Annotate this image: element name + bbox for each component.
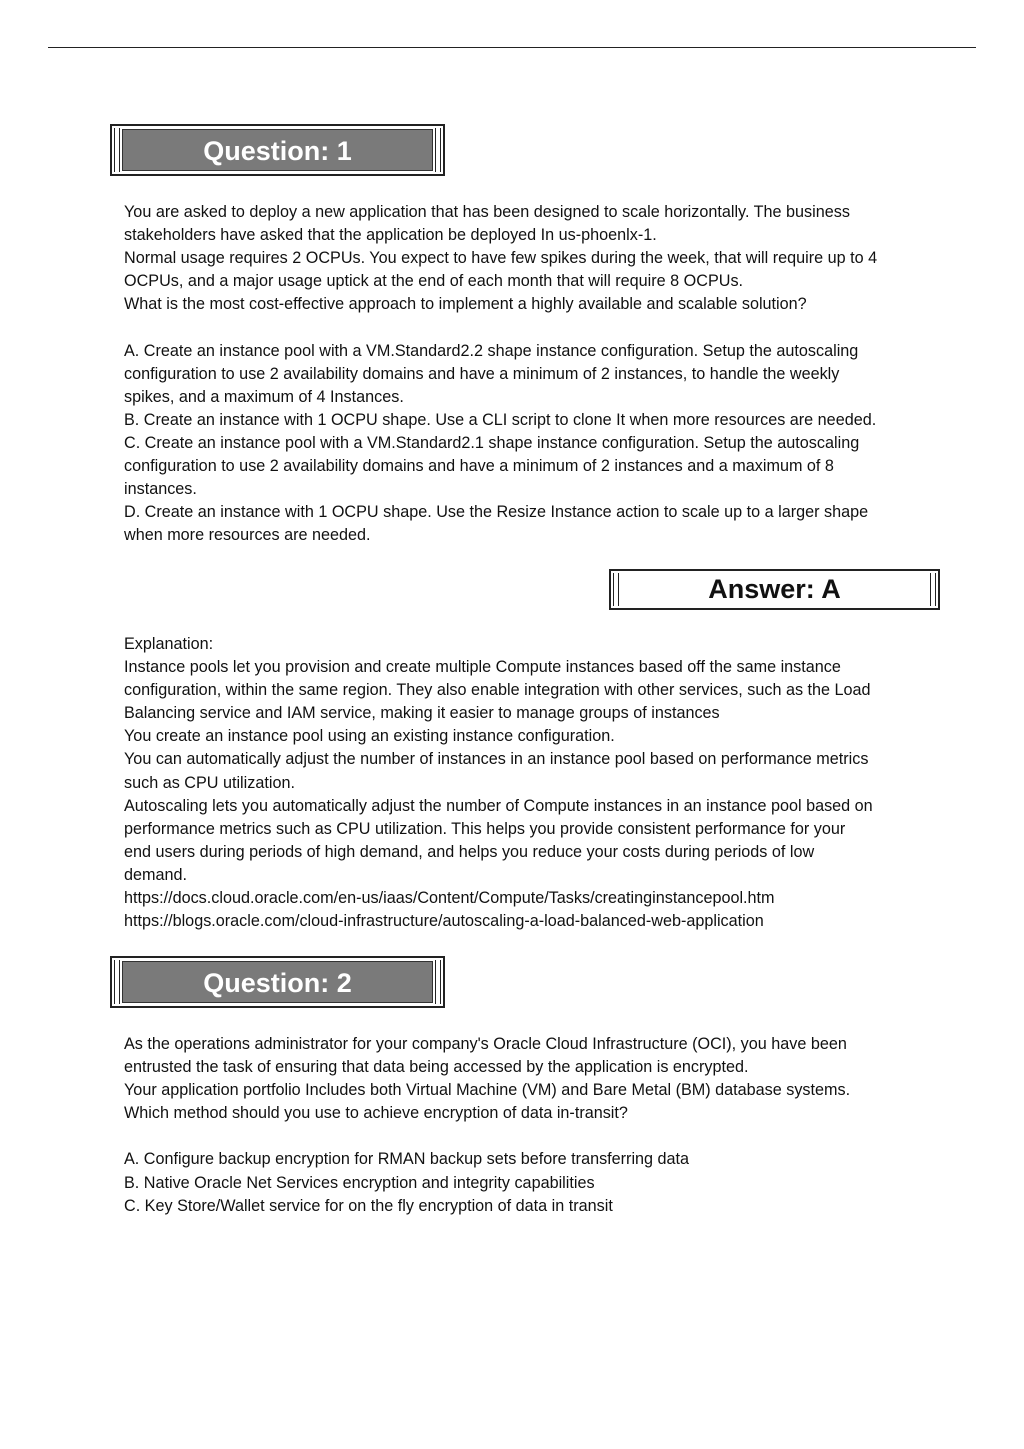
reference-link[interactable]: https://blogs.oracle.com/cloud-infrastructure/autoscaling-a-load-balanced-web-application xyxy=(124,912,764,931)
reference-link[interactable]: https://docs.cloud.oracle.com/en-us/iaas/Content/Compute/Tasks/creatinginstancepool.htm xyxy=(124,889,775,908)
q2-stem-line: Your application portfolio Includes both Virtual Machine (VM) and Bare Metal (BM) database systems. xyxy=(124,1081,851,1100)
q1-stem-line: stakeholders have asked that the application be deployed In us-phoenlx-1. xyxy=(124,226,657,245)
q1-option-line: instances. xyxy=(124,480,197,499)
header-rule xyxy=(48,47,976,48)
explanation-line: You create an instance pool using an existing instance configuration. xyxy=(124,727,615,746)
q2-stem-line: As the operations administrator for your company's Oracle Cloud Infrastructure (OCI), you have been xyxy=(124,1035,847,1053)
answer-label: Answer: A xyxy=(708,574,841,604)
header-right-bar xyxy=(435,960,441,1004)
explanation-line: such as CPU utilization. xyxy=(124,773,295,792)
explanation xyxy=(124,633,944,933)
question-1-title: Question: 1 xyxy=(122,129,433,171)
header-left-bar xyxy=(114,128,120,172)
header-left-bar xyxy=(114,960,120,1004)
question-1-body xyxy=(124,201,944,547)
question-2-header xyxy=(110,956,445,1008)
explanation-line: Explanation: xyxy=(124,635,214,653)
q1-option-line: configuration to use 2 availability domains and have a minimum of 2 instances, to handle the weekly xyxy=(124,364,840,383)
q1-option-line: B. Create an instance with 1 OCPU shape. Use a CLI script to clone It when more resources are needed. xyxy=(124,410,877,429)
header-right-bar xyxy=(435,128,441,172)
q2-option-line: C. Key Store/Wallet service for on the fly encryption of data in transit xyxy=(124,1196,613,1215)
explanation-line: Autoscaling lets you automatically adjust the number of Compute instances in an instance pool based on xyxy=(124,796,873,815)
q1-stem-line: Normal usage requires 2 OCPUs. You expect to have few spikes during the week, that will require up to 4 xyxy=(124,249,878,268)
q1-option-line: D. Create an instance with 1 OCPU shape. Use the Resize Instance action to scale up to a larger shape xyxy=(124,503,869,522)
explanation-line: Instance pools let you provision and create multiple Compute instances based off the same instance xyxy=(124,658,841,677)
q1-stem-line: What is the most cost-effective approach to implement a highly available and scalable solution? xyxy=(124,295,807,314)
explanation-line: configuration, within the same region. They also enable integration with other services, such as the Load xyxy=(124,681,871,700)
q1-option-line: C. Create an instance pool with a VM.Standard2.1 shape instance configuration. Setup the autoscaling xyxy=(124,433,860,452)
q1-option-line: configuration to use 2 availability domains and have a minimum of 2 instances and a maximum of 8 xyxy=(124,457,834,476)
explanation-line: end users during periods of high demand, and helps you reduce your costs during periods of low xyxy=(124,842,815,861)
explanation-line: demand. xyxy=(124,865,187,884)
question-2-body xyxy=(124,1033,944,1218)
q1-option-line: A. Create an instance pool with a VM.Standard2.2 shape instance configuration. Setup the autoscaling xyxy=(124,341,859,360)
answer-right-bar xyxy=(930,573,936,606)
explanation-line: Balancing service and IAM service, making it easier to manage groups of instances xyxy=(124,704,720,723)
q1-option-line: spikes, and a maximum of 4 Instances. xyxy=(124,387,404,406)
answer-box xyxy=(609,569,940,610)
q2-option-line: B. Native Oracle Net Services encryption and integrity capabilities xyxy=(124,1173,595,1192)
explanation-line: performance metrics such as CPU utilization. This helps you provide consistent performance for your xyxy=(124,819,846,838)
q2-stem-line: Which method should you use to achieve encryption of data in-transit? xyxy=(124,1104,628,1123)
answer-left-bar xyxy=(613,573,619,606)
question-1-header xyxy=(110,124,445,176)
explanation-line: You can automatically adjust the number of instances in an instance pool based on performance metrics xyxy=(124,750,869,769)
q1-stem-line: You are asked to deploy a new application that has been designed to scale horizontally. The business xyxy=(124,203,850,221)
q2-stem-line: entrusted the task of ensuring that data being accessed by the application is encrypted. xyxy=(124,1058,749,1077)
q1-option-line: when more resources are needed. xyxy=(124,526,371,545)
q2-option-line: A. Configure backup encryption for RMAN backup sets before transferring data xyxy=(124,1150,690,1169)
q1-stem-line: OCPUs, and a major usage uptick at the end of each month that will require 8 OCPUs. xyxy=(124,272,744,291)
question-2-title: Question: 2 xyxy=(122,961,433,1003)
